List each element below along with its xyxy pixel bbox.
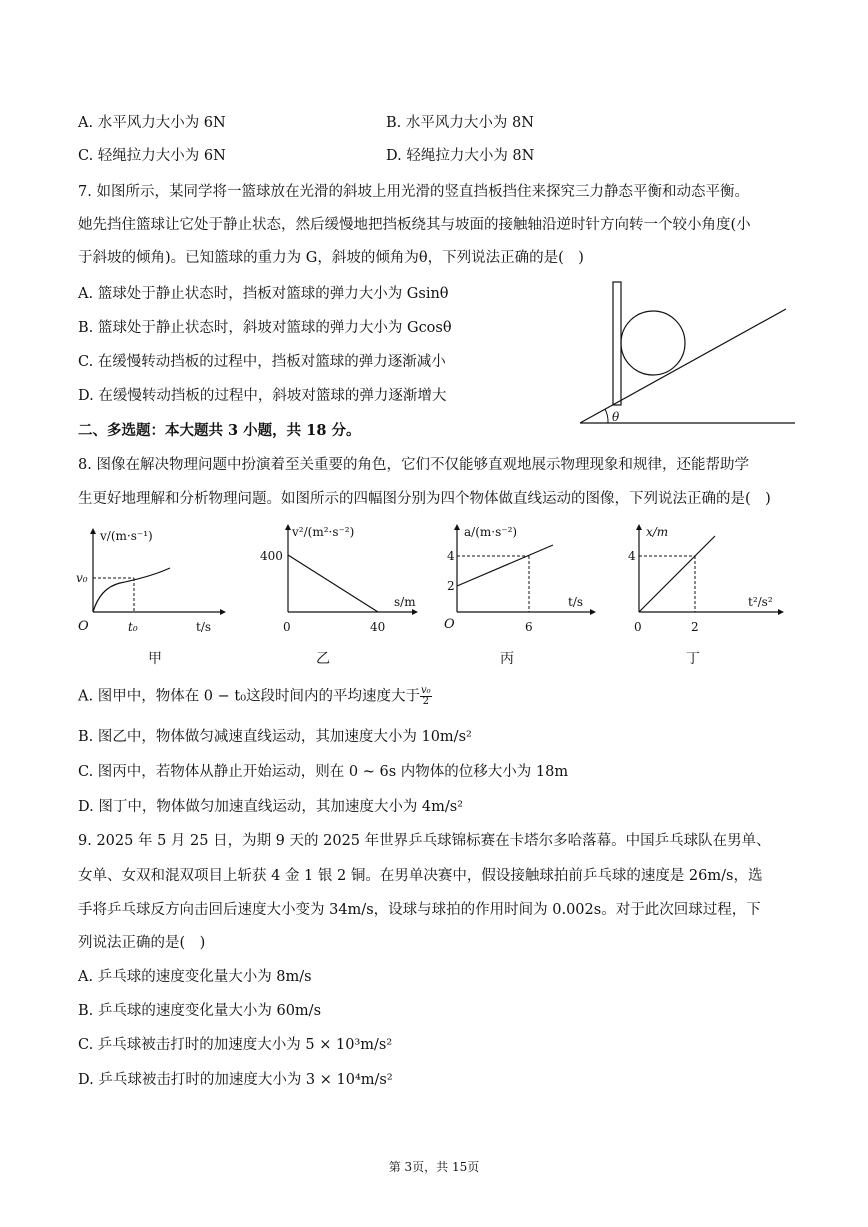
graph-bing-xlabel: t/s xyxy=(568,595,584,609)
graph-yi-x0: 0 xyxy=(283,620,291,634)
graph-bing-origin: O xyxy=(444,617,455,632)
q7-stem-line2: 她先挡住篮球让它处于静止状态，然后缓慢地把挡板绕其与坡面的接触轴沿逆时针方向转一个较小角度(小 xyxy=(78,217,751,233)
q8-stem-line1: 8. 图像在解决物理问题中扮演着至关重要的角色，它们不仅能够直观地展示物理现象和规律，还能帮助学 xyxy=(78,457,749,473)
q7-slope-figure xyxy=(570,276,800,428)
q8-option-a-numerator: v₀ xyxy=(421,685,431,696)
q7-angle-label: θ xyxy=(612,410,620,424)
graph-bing xyxy=(440,520,605,670)
q8-option-c: C. 图丙中，若物体从静止开始运动，则在 0 ~ 6s 内物体的位移大小为 18m xyxy=(78,764,569,780)
graph-bing-caption: 丙 xyxy=(500,651,514,667)
q7-option-a: A. 篮球处于静止状态时，挡板对篮球的弹力大小为 Gsinθ xyxy=(78,286,449,302)
graph-ding xyxy=(620,520,790,670)
q8-option-a xyxy=(78,686,432,707)
q9-option-a: A. 乒乓球的速度变化量大小为 8m/s xyxy=(78,969,312,985)
graph-jia-origin: O xyxy=(78,619,89,634)
graph-ding-xlabel: t²/s² xyxy=(748,595,773,609)
q8-option-a-fraction xyxy=(420,686,432,707)
graph-jia xyxy=(70,520,235,670)
q9-stem-line1: 9. 2025 年 5 月 25 日，为期 9 天的 2025 年世界乒乓球锦标赛在卡塔尔多哈落幕。中国乒乓球队在男单、 xyxy=(78,833,771,849)
section-title: 二、多选题：本大题共 3 小题，共 18 分。 xyxy=(78,422,361,439)
q8-stem-line2: 生更好地理解和分析物理问题。如图所示的四幅图分别为四个物体做直线运动的图像，下列说法正确的是( ) xyxy=(78,491,771,507)
page-footer: 第 3页，共 15页 xyxy=(388,1160,480,1174)
graph-jia-t0: t₀ xyxy=(128,620,138,634)
q9-stem-line4: 列说法正确的是( ) xyxy=(78,935,206,951)
q7-option-d: D. 在缓慢转动挡板的过程中，斜坡对篮球的弹力逐渐增大 xyxy=(78,388,447,404)
graph-ding-ylabel: x/m xyxy=(646,525,669,539)
graph-jia-v0: v₀ xyxy=(76,571,88,585)
graph-ding-caption: 丁 xyxy=(686,651,700,667)
q8-option-a-denominator: 2 xyxy=(422,696,430,707)
q9-stem-line3: 手将乒乓球反方向击回后速度大小变为 34m/s，设球与球拍的作用时间为 0.002s。对于此次回球过程，下 xyxy=(78,902,761,918)
q9-option-d: D. 乒乓球被击打时的加速度大小为 3 × 10⁴m/s² xyxy=(78,1072,393,1088)
q6-option-d: D. 轻绳拉力大小为 8N xyxy=(386,148,535,164)
graph-ding-ytick: 4 xyxy=(628,549,636,563)
graph-ding-x0: 0 xyxy=(634,620,642,634)
q8-option-a-text: A. 图甲中，物体在 0 − t₀这段时间内的平均速度大于 xyxy=(78,688,421,705)
graph-jia-xlabel: t/s xyxy=(196,620,212,634)
graph-jia-caption: 甲 xyxy=(148,651,162,667)
graph-bing-ytick1: 2 xyxy=(447,579,455,593)
q6-option-a: A. 水平风力大小为 6N xyxy=(78,115,226,131)
graph-bing-ylabel: a/(m·s⁻²) xyxy=(464,525,518,539)
q6-option-c: C. 轻绳拉力大小为 6N xyxy=(78,148,226,164)
q9-option-c: C. 乒乓球被击打时的加速度大小为 5 × 10³m/s² xyxy=(78,1037,393,1053)
graph-ding-xtick: 2 xyxy=(691,620,699,634)
q6-option-b: B. 水平风力大小为 8N xyxy=(386,115,534,131)
graph-yi-xtick: 40 xyxy=(370,620,386,634)
q9-option-b: B. 乒乓球的速度变化量大小为 60m/s xyxy=(78,1003,322,1019)
q7-option-b: B. 篮球处于静止状态时，斜坡对篮球的弹力大小为 Gcosθ xyxy=(78,320,452,336)
q7-stem-line3: 于斜坡的倾角)。已知篮球的重力为 G，斜坡的倾角为θ，下列说法正确的是( ) xyxy=(78,250,584,266)
graph-bing-ytick2: 4 xyxy=(447,549,455,563)
graph-jia-ylabel: v/(m·s⁻¹) xyxy=(100,529,153,543)
q9-stem-line2: 女单、女双和混双项目上斩获 4 金 1 银 2 铜。在男单决赛中，假设接触球拍前乒乓球的速度是 26m/s，选 xyxy=(78,868,763,884)
graph-yi-xlabel: s/m xyxy=(394,595,416,609)
graph-yi-ytick: 400 xyxy=(260,549,283,563)
graph-yi-ylabel: v²/(m²·s⁻²) xyxy=(292,525,355,539)
graph-yi xyxy=(254,520,419,670)
graph-yi-caption: 乙 xyxy=(316,651,330,667)
q8-option-d: D. 图丁中，物体做匀加速直线运动，其加速度大小为 4m/s² xyxy=(78,799,464,815)
q7-stem-line1: 7. 如图所示，某同学将一篮球放在光滑的斜坡上用光滑的竖直挡板挡住来探究三力静态平衡和动态平衡。 xyxy=(78,184,749,200)
q7-option-c: C. 在缓慢转动挡板的过程中，挡板对篮球的弹力逐渐减小 xyxy=(78,354,446,370)
graph-bing-xtick: 6 xyxy=(525,620,533,634)
q8-option-b: B. 图乙中，物体做匀减速直线运动，其加速度大小为 10m/s² xyxy=(78,729,472,745)
